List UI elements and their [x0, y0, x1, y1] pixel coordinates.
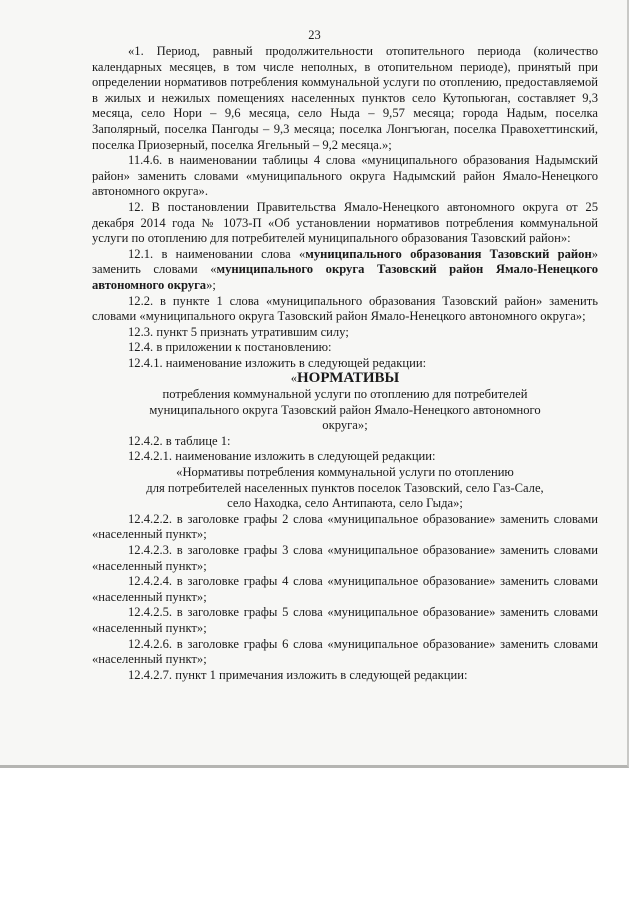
paragraph-12: 12. В постановлении Правительства Ямало-Ненецкого автономного округа от 25 декабря 2014 года № 1073-П «Об установлении нормативов потребления коммунальной услуги по отоплению для потребителей муниципального образования Тазовский район»: — [92, 199, 598, 246]
paragraph-12-2: 12.2. в пункте 1 слова «муниципального образования Тазовский район» заменить словами «муниципального округа Тазовский район Ямало-Ненецкого автономного округа»; — [92, 293, 598, 324]
p12-1-middle: » заменить словами « — [92, 246, 598, 277]
normatives-heading — [92, 371, 598, 387]
paragraph-heating-period: «1. Период, равный продолжительности отопительного периода (количество календарных месяцев, в том числе неполных, в отопительном периоде), принятый при определении нормативов потребления коммунальной услуги по отоплению, предоставляемой в жилых и нежилых помещениях населенных пунктов село Кутопьюган, составляет 9,3 месяца, село Нори – 9,6 месяца, село Ныда – 9,57 месяца; города Надым, поселка Заполярный, поселка Пангоды – 9,3 месяца; поселка Лонгъюган, поселка Правохеттинский, поселка Приозерный, поселка Ягельный – 9,2 месяца.»; — [92, 44, 598, 152]
normatives-word: НОРМАТИВЫ — [297, 370, 400, 387]
p12-1-new-name: муниципального округа Тазовский район Ямало-Ненецкого автономного округа — [92, 262, 598, 292]
paragraph-12-4-2-7: 12.4.2.7. пункт 1 примечания изложить в следующей редакции: — [128, 667, 468, 682]
table-title-line-3: село Находка, село Антипаюта, село Гыда»; — [227, 496, 463, 511]
p12-1-suffix: »; — [206, 277, 216, 292]
paragraph-12-4-2-1: 12.4.2.1. наименование изложить в следующей редакции: — [128, 449, 436, 464]
table-title-line-1: «Нормативы потребления коммунальной услуги по отоплению — [176, 465, 514, 480]
normatives-line-2: муниципального округа Тазовский район Ямало-Ненецкого автономного — [149, 402, 541, 417]
normatives-line-1: потребления коммунальной услуги по отоплению для потребителей — [162, 387, 528, 402]
paragraph-12-4-2: 12.4.2. в таблице 1: — [128, 433, 231, 448]
paragraph-12-4: 12.4. в приложении к постановлению: — [128, 340, 332, 355]
document-body — [92, 44, 598, 683]
paragraph-12-4-2-6: 12.4.2.6. в заголовке графы 6 слова «муниципальное образование» заменить словами «населенный пункт»; — [92, 636, 598, 667]
paragraph-12-4-2-5: 12.4.2.5. в заголовке графы 5 слова «муниципальное образование» заменить словами «населенный пункт»; — [92, 605, 598, 635]
paragraph-12-4-2-3: 12.4.2.3. в заголовке графы 3 слова «муниципальное образование» заменить словами «населенный пункт»; — [92, 543, 598, 573]
paragraph-11-4-6: 11.4.6. в наименовании таблицы 4 слова «муниципального образования Надымский район» заменить словами «муниципального округа Надымский район Ямало-Ненецкого автономного округа». — [92, 153, 598, 199]
normatives-line-3: округа»; — [322, 418, 368, 433]
page-number: 23 — [308, 28, 321, 42]
table-title-line-2: для потребителей населенных пунктов поселок Тазовский, село Газ-Сале, — [146, 480, 544, 495]
p12-1-prefix: 12.1. в наименовании слова « — [128, 246, 306, 261]
p12-1-old-name: муниципального образования Тазовский район — [305, 246, 592, 261]
normatives-quote: « — [290, 371, 297, 386]
paragraph-12-3: 12.3. пункт 5 признать утратившим силу; — [128, 324, 349, 339]
paragraph-12-4-2-4: 12.4.2.4. в заголовке графы 4 слова «муниципальное образование» заменить словами «населенный пункт»; — [92, 574, 598, 604]
paragraph-12-1 — [92, 247, 598, 294]
paragraph-12-4-1: 12.4.1. наименование изложить в следующей редакции: — [128, 355, 427, 370]
paragraph-12-4-2-2: 12.4.2.2. в заголовке графы 2 слова «муниципальное образование» заменить словами «населенный пункт»; — [92, 511, 598, 542]
